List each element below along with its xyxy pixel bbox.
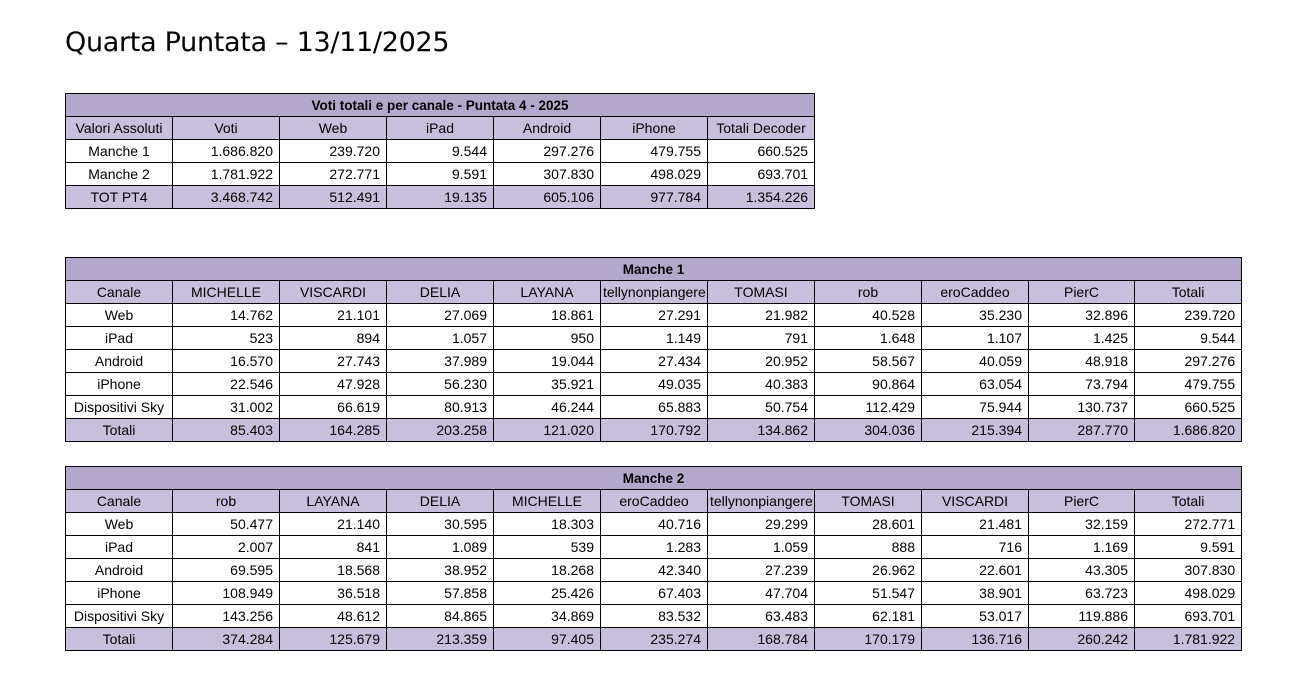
total-cell: 605.106 bbox=[494, 186, 601, 209]
column-header: PierC bbox=[1029, 490, 1135, 513]
manche2-table bbox=[65, 466, 1242, 651]
table-cell: 38.952 bbox=[387, 559, 494, 582]
total-label: Totali bbox=[66, 628, 173, 651]
table-row bbox=[66, 605, 1242, 628]
column-header: TOMASI bbox=[815, 490, 922, 513]
table-cell: 57.858 bbox=[387, 582, 494, 605]
table-cell: 37.989 bbox=[387, 350, 494, 373]
table-cell: 40.528 bbox=[815, 304, 922, 327]
table-title: Manche 1 bbox=[66, 258, 1242, 281]
table-cell: 40.383 bbox=[708, 373, 815, 396]
table-cell: 31.002 bbox=[173, 396, 280, 419]
table-cell: 272.771 bbox=[1135, 513, 1242, 536]
row-label: Web bbox=[66, 304, 173, 327]
table-cell: 1.059 bbox=[708, 536, 815, 559]
table-cell: 21.982 bbox=[708, 304, 815, 327]
table-cell: 950 bbox=[494, 327, 601, 350]
table-cell: 239.720 bbox=[1135, 304, 1242, 327]
table-cell: 479.755 bbox=[1135, 373, 1242, 396]
table-cell: 25.426 bbox=[494, 582, 601, 605]
table-cell: 660.525 bbox=[708, 140, 815, 163]
total-cell: 1.354.226 bbox=[708, 186, 815, 209]
column-header: eroCaddeo bbox=[922, 281, 1029, 304]
table-cell: 272.771 bbox=[280, 163, 387, 186]
table-title-row bbox=[66, 467, 1242, 490]
table-cell: 75.944 bbox=[922, 396, 1029, 419]
total-cell: 977.784 bbox=[601, 186, 708, 209]
total-cell: 125.679 bbox=[280, 628, 387, 651]
table-cell: 47.704 bbox=[708, 582, 815, 605]
table-row bbox=[66, 513, 1242, 536]
total-cell: 304.036 bbox=[815, 419, 922, 442]
total-cell: 170.179 bbox=[815, 628, 922, 651]
table-cell: 108.949 bbox=[173, 582, 280, 605]
table-cell: 1.648 bbox=[815, 327, 922, 350]
column-header: Voti bbox=[173, 117, 280, 140]
table-cell: 90.864 bbox=[815, 373, 922, 396]
total-cell: 164.285 bbox=[280, 419, 387, 442]
table-cell: 27.291 bbox=[601, 304, 708, 327]
table-cell: 84.865 bbox=[387, 605, 494, 628]
table-cell: 9.591 bbox=[1135, 536, 1242, 559]
table-cell: 58.567 bbox=[815, 350, 922, 373]
total-cell: 85.403 bbox=[173, 419, 280, 442]
total-cell: 215.394 bbox=[922, 419, 1029, 442]
total-cell: 203.258 bbox=[387, 419, 494, 442]
table-cell: 716 bbox=[922, 536, 1029, 559]
table-cell: 523 bbox=[173, 327, 280, 350]
table-cell: 791 bbox=[708, 327, 815, 350]
total-cell: 19.135 bbox=[387, 186, 494, 209]
table-cell: 66.619 bbox=[280, 396, 387, 419]
table-cell: 62.181 bbox=[815, 605, 922, 628]
table-cell: 19.044 bbox=[494, 350, 601, 373]
table-cell: 46.244 bbox=[494, 396, 601, 419]
total-cell: 170.792 bbox=[601, 419, 708, 442]
row-label: iPhone bbox=[66, 373, 173, 396]
table-cell: 9.591 bbox=[387, 163, 494, 186]
table-cell: 65.883 bbox=[601, 396, 708, 419]
table-cell: 35.921 bbox=[494, 373, 601, 396]
total-cell: 260.242 bbox=[1029, 628, 1135, 651]
table-cell: 888 bbox=[815, 536, 922, 559]
table-cell: 18.268 bbox=[494, 559, 601, 582]
page-title: Quarta Puntata – 13/11/2025 bbox=[65, 27, 450, 58]
table-cell: 660.525 bbox=[1135, 396, 1242, 419]
total-cell: 97.405 bbox=[494, 628, 601, 651]
table-row bbox=[66, 140, 815, 163]
table-cell: 112.429 bbox=[815, 396, 922, 419]
column-header: MICHELLE bbox=[173, 281, 280, 304]
table-cell: 63.054 bbox=[922, 373, 1029, 396]
total-cell: 121.020 bbox=[494, 419, 601, 442]
table-row bbox=[66, 304, 1242, 327]
row-label: Manche 2 bbox=[66, 163, 173, 186]
table-cell: 9.544 bbox=[387, 140, 494, 163]
total-label: Totali bbox=[66, 419, 173, 442]
row-label: Dispositivi Sky bbox=[66, 396, 173, 419]
column-header: Valori Assoluti bbox=[66, 117, 173, 140]
column-header: tellynonpiangere bbox=[708, 490, 815, 513]
table-cell: 83.532 bbox=[601, 605, 708, 628]
total-cell: 235.274 bbox=[601, 628, 708, 651]
table-cell: 130.737 bbox=[1029, 396, 1135, 419]
table-cell: 16.570 bbox=[173, 350, 280, 373]
column-header: Canale bbox=[66, 490, 173, 513]
table-cell: 50.477 bbox=[173, 513, 280, 536]
column-header: TOMASI bbox=[708, 281, 815, 304]
table-cell: 14.762 bbox=[173, 304, 280, 327]
row-label: iPad bbox=[66, 327, 173, 350]
table-row bbox=[66, 536, 1242, 559]
table-cell: 21.140 bbox=[280, 513, 387, 536]
row-label: Android bbox=[66, 350, 173, 373]
table-cell: 1.686.820 bbox=[173, 140, 280, 163]
column-header-row bbox=[66, 490, 1242, 513]
table-cell: 50.754 bbox=[708, 396, 815, 419]
column-header: Web bbox=[280, 117, 387, 140]
table-cell: 32.896 bbox=[1029, 304, 1135, 327]
table-cell: 35.230 bbox=[922, 304, 1029, 327]
total-row bbox=[66, 628, 1242, 651]
table-cell: 894 bbox=[280, 327, 387, 350]
table-cell: 239.720 bbox=[280, 140, 387, 163]
column-header: Totali Decoder bbox=[708, 117, 815, 140]
table-cell: 27.069 bbox=[387, 304, 494, 327]
table-cell: 63.723 bbox=[1029, 582, 1135, 605]
table-row bbox=[66, 373, 1242, 396]
table-cell: 2.007 bbox=[173, 536, 280, 559]
table-cell: 539 bbox=[494, 536, 601, 559]
table-cell: 1.169 bbox=[1029, 536, 1135, 559]
column-header: iPhone bbox=[601, 117, 708, 140]
table-cell: 69.595 bbox=[173, 559, 280, 582]
column-header: Android bbox=[494, 117, 601, 140]
table-cell: 43.305 bbox=[1029, 559, 1135, 582]
column-header: MICHELLE bbox=[494, 490, 601, 513]
table-row bbox=[66, 163, 815, 186]
table-cell: 48.612 bbox=[280, 605, 387, 628]
table-cell: 21.481 bbox=[922, 513, 1029, 536]
table-cell: 307.830 bbox=[1135, 559, 1242, 582]
table-cell: 20.952 bbox=[708, 350, 815, 373]
row-label: iPhone bbox=[66, 582, 173, 605]
table-cell: 143.256 bbox=[173, 605, 280, 628]
column-header: tellynonpiangere bbox=[601, 281, 708, 304]
table-cell: 1.149 bbox=[601, 327, 708, 350]
table-cell: 40.716 bbox=[601, 513, 708, 536]
table-cell: 1.283 bbox=[601, 536, 708, 559]
table-cell: 27.239 bbox=[708, 559, 815, 582]
column-header: DELIA bbox=[387, 281, 494, 304]
table-cell: 479.755 bbox=[601, 140, 708, 163]
row-label: Web bbox=[66, 513, 173, 536]
table-cell: 498.029 bbox=[1135, 582, 1242, 605]
table-cell: 28.601 bbox=[815, 513, 922, 536]
table-cell: 18.303 bbox=[494, 513, 601, 536]
table-cell: 297.276 bbox=[1135, 350, 1242, 373]
table-row bbox=[66, 396, 1242, 419]
total-cell: 1.781.922 bbox=[1135, 628, 1242, 651]
summary-table bbox=[65, 93, 815, 209]
total-cell: 213.359 bbox=[387, 628, 494, 651]
table-cell: 40.059 bbox=[922, 350, 1029, 373]
row-label: Dispositivi Sky bbox=[66, 605, 173, 628]
table-cell: 51.547 bbox=[815, 582, 922, 605]
total-cell: 374.284 bbox=[173, 628, 280, 651]
table-cell: 297.276 bbox=[494, 140, 601, 163]
table-cell: 693.701 bbox=[1135, 605, 1242, 628]
table-cell: 63.483 bbox=[708, 605, 815, 628]
column-header: PierC bbox=[1029, 281, 1135, 304]
table-cell: 18.861 bbox=[494, 304, 601, 327]
column-header: iPad bbox=[387, 117, 494, 140]
table-cell: 42.340 bbox=[601, 559, 708, 582]
column-header: rob bbox=[815, 281, 922, 304]
table-cell: 27.743 bbox=[280, 350, 387, 373]
table-cell: 49.035 bbox=[601, 373, 708, 396]
column-header: Totali bbox=[1135, 281, 1242, 304]
table-cell: 22.546 bbox=[173, 373, 280, 396]
table-cell: 67.403 bbox=[601, 582, 708, 605]
column-header: LAYANA bbox=[280, 490, 387, 513]
table-cell: 18.568 bbox=[280, 559, 387, 582]
total-cell: 136.716 bbox=[922, 628, 1029, 651]
table-cell: 48.918 bbox=[1029, 350, 1135, 373]
column-header: DELIA bbox=[387, 490, 494, 513]
table-cell: 30.595 bbox=[387, 513, 494, 536]
manche1-table bbox=[65, 257, 1242, 442]
table-cell: 9.544 bbox=[1135, 327, 1242, 350]
table-cell: 498.029 bbox=[601, 163, 708, 186]
total-cell: 134.862 bbox=[708, 419, 815, 442]
table-row bbox=[66, 350, 1242, 373]
table-cell: 36.518 bbox=[280, 582, 387, 605]
row-label: Android bbox=[66, 559, 173, 582]
total-cell: 1.686.820 bbox=[1135, 419, 1242, 442]
table-title-row bbox=[66, 258, 1242, 281]
column-header: rob bbox=[173, 490, 280, 513]
table-cell: 21.101 bbox=[280, 304, 387, 327]
table-cell: 53.017 bbox=[922, 605, 1029, 628]
table-cell: 34.869 bbox=[494, 605, 601, 628]
table-cell: 1.089 bbox=[387, 536, 494, 559]
column-header: Totali bbox=[1135, 490, 1242, 513]
table-cell: 1.781.922 bbox=[173, 163, 280, 186]
total-label: TOT PT4 bbox=[66, 186, 173, 209]
table-cell: 841 bbox=[280, 536, 387, 559]
total-cell: 512.491 bbox=[280, 186, 387, 209]
column-header-row bbox=[66, 281, 1242, 304]
table-cell: 47.928 bbox=[280, 373, 387, 396]
table-cell: 27.434 bbox=[601, 350, 708, 373]
table-title: Manche 2 bbox=[66, 467, 1242, 490]
column-header: VISCARDI bbox=[922, 490, 1029, 513]
total-cell: 287.770 bbox=[1029, 419, 1135, 442]
table-cell: 73.794 bbox=[1029, 373, 1135, 396]
column-header: LAYANA bbox=[494, 281, 601, 304]
table-cell: 26.962 bbox=[815, 559, 922, 582]
table-cell: 307.830 bbox=[494, 163, 601, 186]
table-title-row bbox=[66, 94, 815, 117]
column-header-row bbox=[66, 117, 815, 140]
row-label: Manche 1 bbox=[66, 140, 173, 163]
column-header: VISCARDI bbox=[280, 281, 387, 304]
total-cell: 3.468.742 bbox=[173, 186, 280, 209]
column-header: Canale bbox=[66, 281, 173, 304]
table-cell: 38.901 bbox=[922, 582, 1029, 605]
total-cell: 168.784 bbox=[708, 628, 815, 651]
table-cell: 693.701 bbox=[708, 163, 815, 186]
total-row bbox=[66, 419, 1242, 442]
table-cell: 119.886 bbox=[1029, 605, 1135, 628]
table-title: Voti totali e per canale - Puntata 4 - 2025 bbox=[66, 94, 815, 117]
table-cell: 32.159 bbox=[1029, 513, 1135, 536]
total-row bbox=[66, 186, 815, 209]
table-cell: 80.913 bbox=[387, 396, 494, 419]
table-cell: 29.299 bbox=[708, 513, 815, 536]
table-cell: 56.230 bbox=[387, 373, 494, 396]
table-cell: 1.057 bbox=[387, 327, 494, 350]
table-row bbox=[66, 582, 1242, 605]
table-row bbox=[66, 559, 1242, 582]
table-cell: 22.601 bbox=[922, 559, 1029, 582]
table-cell: 1.107 bbox=[922, 327, 1029, 350]
row-label: iPad bbox=[66, 536, 173, 559]
table-row bbox=[66, 327, 1242, 350]
column-header: eroCaddeo bbox=[601, 490, 708, 513]
table-cell: 1.425 bbox=[1029, 327, 1135, 350]
